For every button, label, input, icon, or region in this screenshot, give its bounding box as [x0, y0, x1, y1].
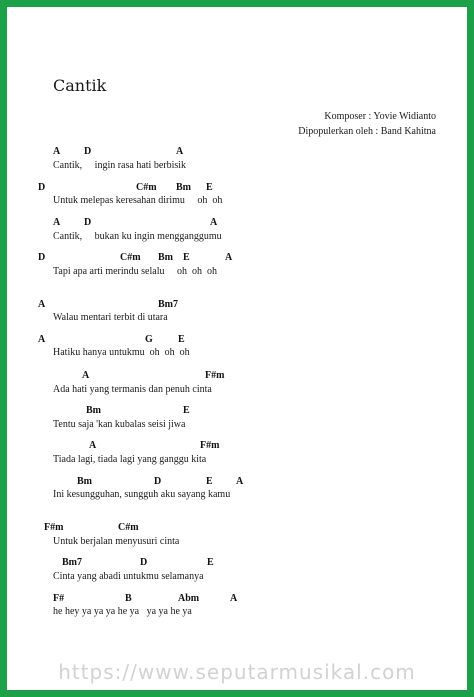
chord: D [84, 217, 92, 228]
lyric-line: Tentu saja 'kan kubalas seisi jiwa [53, 419, 186, 430]
lyric-line: Untuk berjalan menyusuri cinta [53, 536, 180, 547]
chord: D [140, 557, 148, 568]
chord: Bm7 [158, 299, 178, 310]
chord: Bm [77, 476, 92, 487]
song-title: Cantik [53, 76, 107, 95]
lyric-line: Cinta yang abadi untukmu selamanya [53, 571, 204, 582]
chord: F#m [205, 370, 225, 381]
performer-credit: Dipopulerkan oleh : Band Kahitna [298, 126, 436, 137]
chord: A [230, 593, 238, 604]
chord: A [210, 217, 218, 228]
lyric-line: Untuk melepas keresahan dirimu oh oh [53, 195, 223, 206]
chord: A [176, 146, 184, 157]
lyric-line: Walau mentari terbit di utara [53, 312, 168, 323]
chord: E [178, 334, 185, 345]
chord: E [207, 557, 214, 568]
lyric-line: Hatiku hanya untukmu oh oh oh [53, 347, 190, 358]
chord: F#m [44, 522, 64, 533]
chord: D [38, 252, 46, 263]
chord: B [125, 593, 132, 604]
chord: C#m [136, 182, 157, 193]
chord: A [89, 440, 97, 451]
chord: A [236, 476, 244, 487]
chord: A [225, 252, 233, 263]
composer-credit: Komposer : Yovie Widianto [324, 111, 436, 122]
chord: A [53, 217, 61, 228]
lyric-line: Cantik, ingin rasa hati berbisik [53, 160, 187, 171]
chord: Abm [178, 593, 200, 604]
chord: E [206, 476, 213, 487]
chord: E [183, 252, 190, 263]
chord: Bm [86, 405, 101, 416]
lyric-line: Ini kesungguhan, sungguh aku sayang kamu [53, 489, 231, 500]
chord: E [183, 405, 190, 416]
chord: G [145, 334, 153, 345]
lyric-line: Tapi apa arti merindu selalu oh oh oh [53, 266, 217, 277]
chord: E [206, 182, 213, 193]
chord: Bm7 [62, 557, 82, 568]
chord: Bm [176, 182, 191, 193]
chord: A [82, 370, 90, 381]
lyric-line: he hey ya ya ya he ya ya ya he ya [53, 606, 192, 617]
chord: A [38, 299, 46, 310]
lyric-line: Ada hati yang termanis dan penuh cinta [53, 384, 212, 395]
lyric-line: Cantik, bukan ku ingin mengganggumu [53, 231, 222, 242]
chord: A [53, 146, 61, 157]
chord: F# [53, 593, 65, 604]
chord: Bm [158, 252, 173, 263]
chord: C#m [120, 252, 141, 263]
chord: D [154, 476, 162, 487]
chord: D [84, 146, 92, 157]
lyric-line: Tiada lagi, tiada lagi yang ganggu kita [53, 454, 207, 465]
chord: D [38, 182, 46, 193]
chord: C#m [118, 522, 139, 533]
chord: A [38, 334, 46, 345]
chord: F#m [200, 440, 220, 451]
website-watermark: https://www.seputarmusikal.com [58, 660, 416, 684]
